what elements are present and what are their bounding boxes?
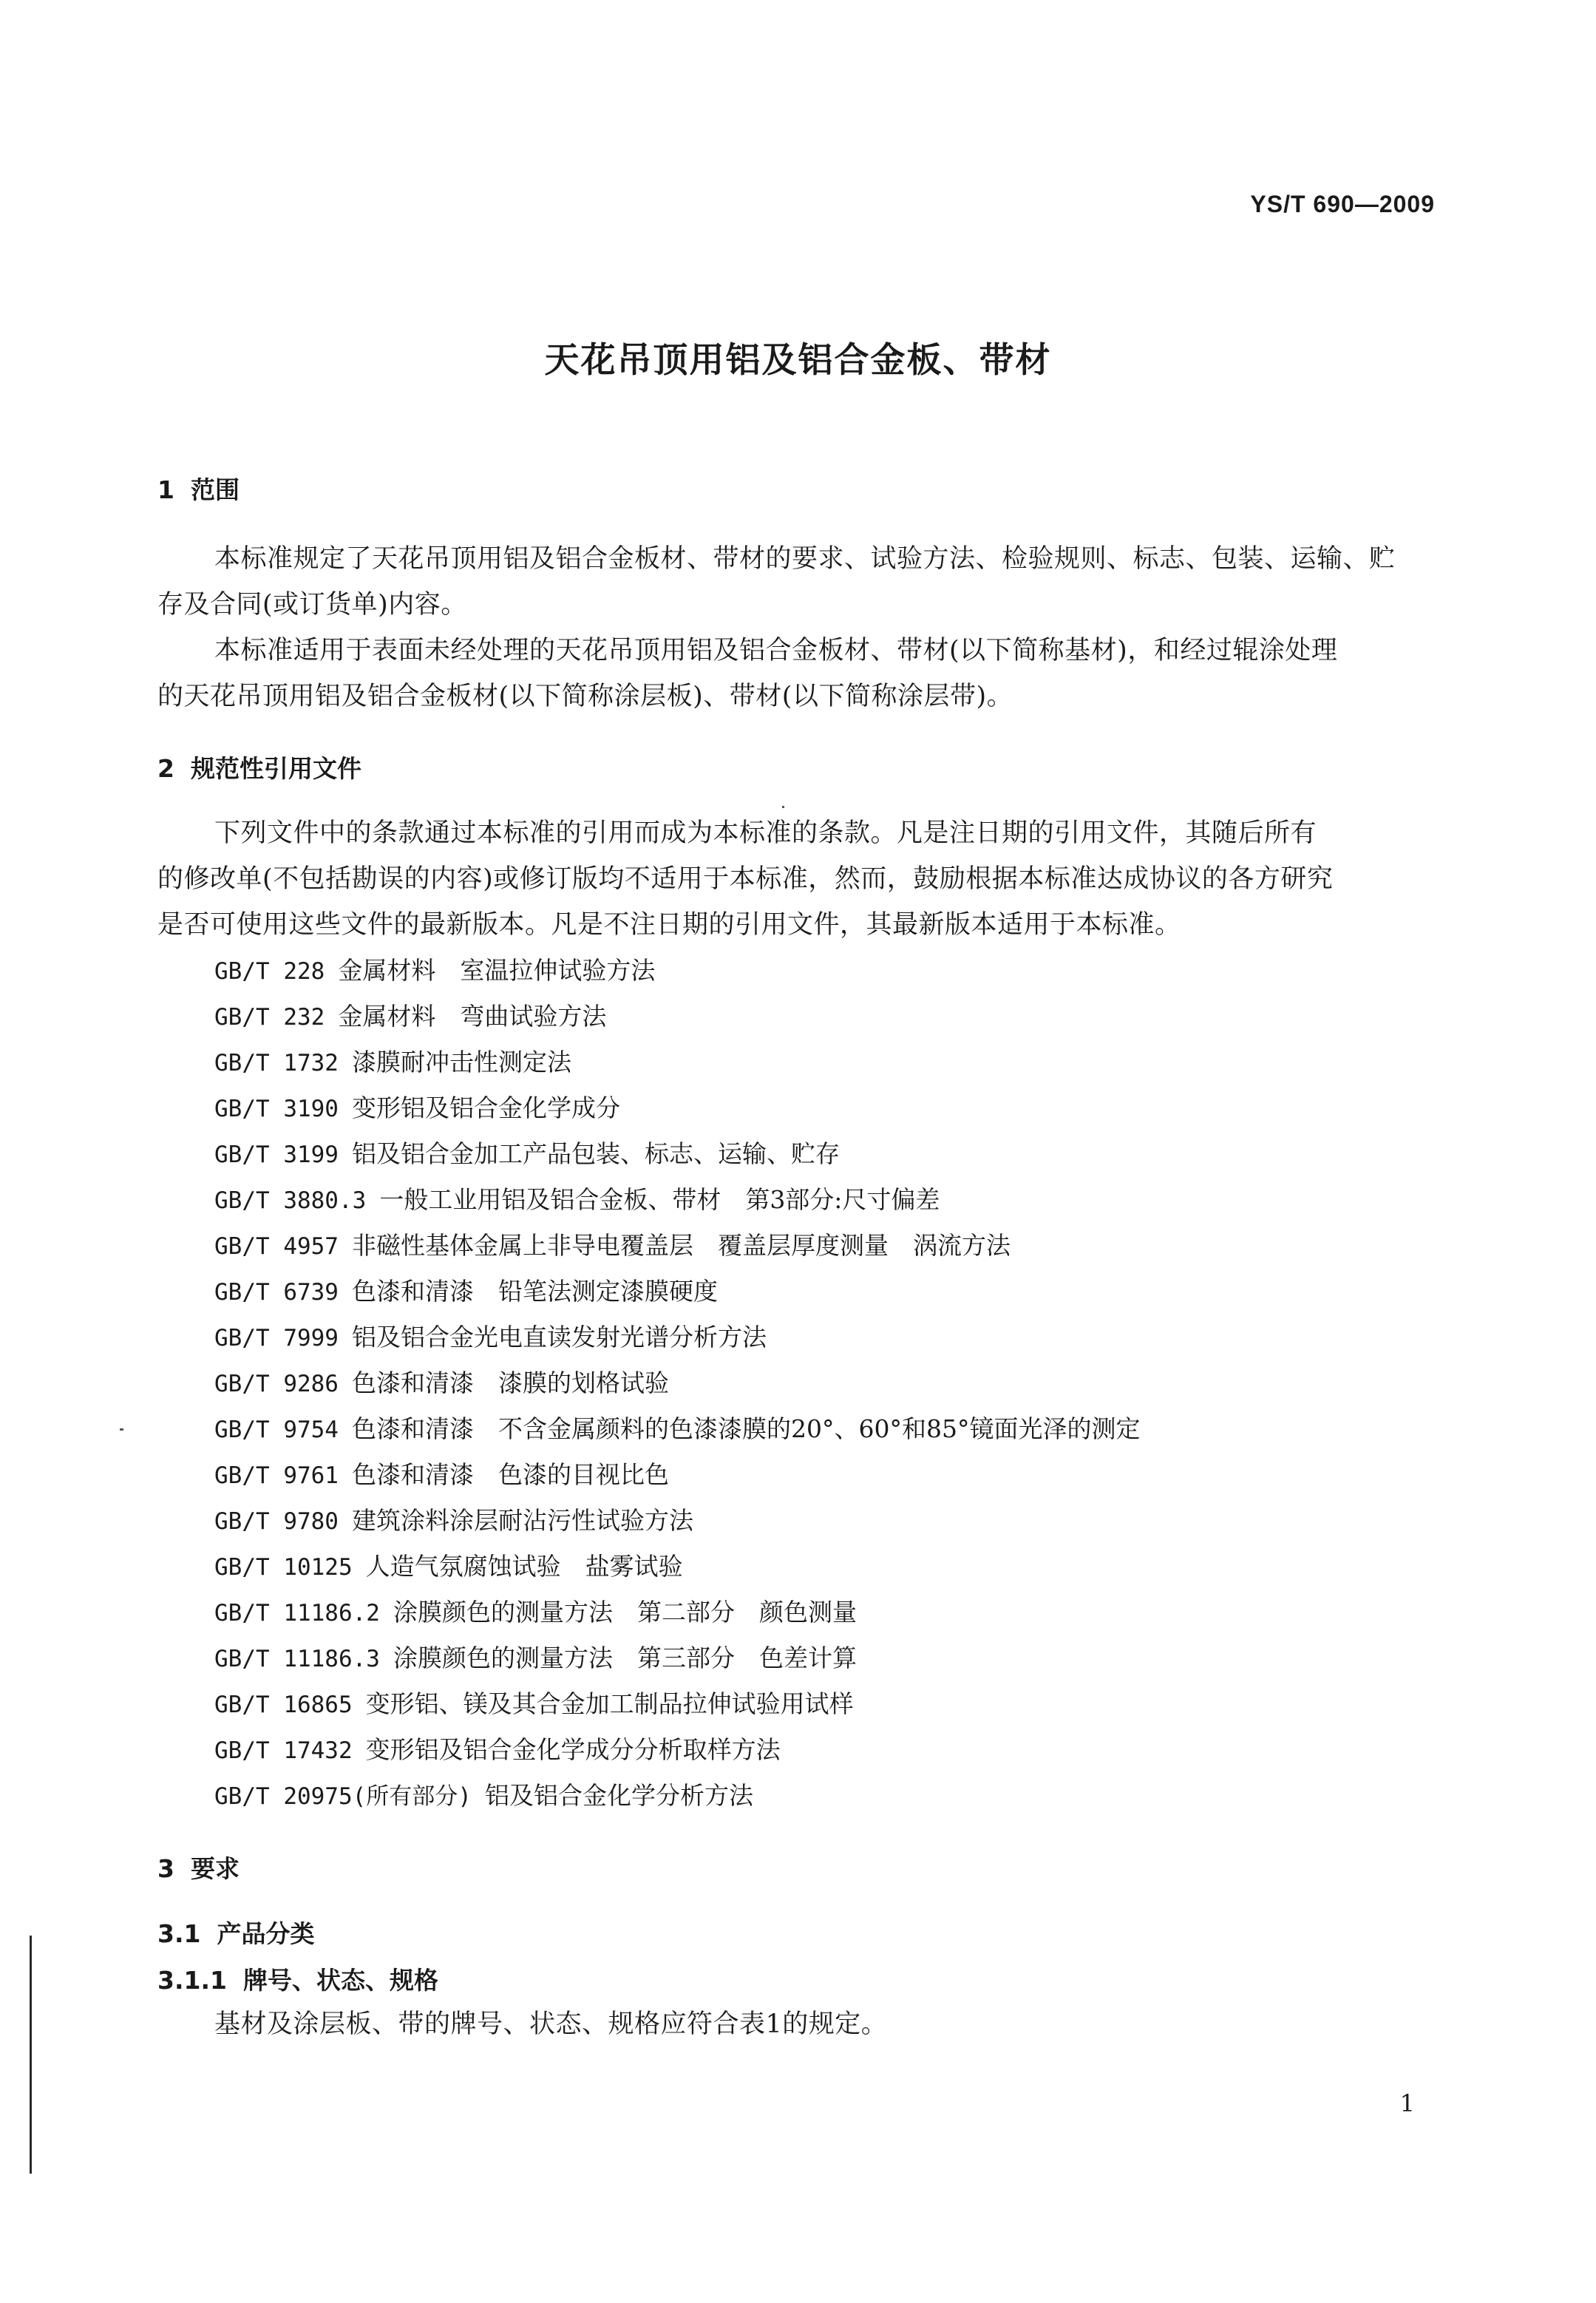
paragraph-line: 存及合同(或订货单)内容。 <box>157 590 467 620</box>
scan-speck <box>120 1428 123 1431</box>
reference-title: 涂膜颜色的测量方法 第二部分 颜色测量 <box>393 1598 857 1627</box>
reference-title: 变形铝、镁及其合金加工制品拉伸试验用试样 <box>365 1689 854 1718</box>
section-title: 要求 <box>190 1854 240 1883</box>
reference-title: 变形铝及铝合金化学成分 <box>351 1093 620 1122</box>
reference-item <box>214 1727 1397 1773</box>
reference-code: GB/T 1732 <box>214 1050 339 1076</box>
reference-title: 一般工业用铝及铝合金板、带材 第3部分:尺寸偏差 <box>379 1185 940 1214</box>
reference-title: 色漆和清漆 色漆的目视比色 <box>351 1460 669 1489</box>
reference-title: 色漆和清漆 漆膜的划格试验 <box>351 1368 669 1397</box>
paragraph-line: 下列文件中的条款通过本标准的引用而成为本标准的条款。凡是注日期的引用文件，其随后所有 <box>214 818 1317 848</box>
reference-item <box>214 1223 1397 1269</box>
reference-title: 变形铝及铝合金化学成分分析取样方法 <box>365 1735 781 1764</box>
reference-item <box>214 1773 1397 1819</box>
reference-item <box>214 1177 1397 1223</box>
reference-title: 涂膜颜色的测量方法 第三部分 色差计算 <box>393 1644 857 1672</box>
reference-list <box>214 948 1397 1819</box>
reference-title: 金属材料 弯曲试验方法 <box>338 1002 607 1031</box>
reference-item <box>214 1544 1397 1590</box>
section-heading-product-classification <box>157 1915 314 1950</box>
reference-item <box>214 1590 1397 1635</box>
reference-item <box>214 1498 1397 1544</box>
section-number: 1 <box>157 475 174 504</box>
reference-title: 色漆和清漆 不含金属颜料的色漆漆膜的20°、60°和85°镜面光泽的测定 <box>351 1414 1141 1443</box>
standard-code: YS/T 690—2009 <box>1250 191 1435 217</box>
reference-code: GB/T 20975(所有部分) <box>214 1783 472 1810</box>
section-heading-normative-references <box>157 750 361 784</box>
reference-code: GB/T 4957 <box>214 1233 339 1260</box>
reference-code: GB/T 3199 <box>214 1142 339 1168</box>
section-title: 牌号、状态、规格 <box>242 1966 438 1995</box>
scan-speck <box>782 806 784 808</box>
reference-item <box>214 1315 1397 1360</box>
paragraph-line: 本标准规定了天花吊顶用铝及铝合金板材、带材的要求、试验方法、检验规则、标志、包装、运输、贮 <box>214 544 1396 574</box>
reference-code: GB/T 7999 <box>214 1325 339 1351</box>
section-number: 3 <box>157 1854 174 1883</box>
reference-item <box>214 1085 1397 1131</box>
reference-item <box>214 1131 1397 1177</box>
section-number: 3.1 <box>157 1919 201 1948</box>
reference-title: 铝及铝合金光电直读发射光谱分析方法 <box>351 1323 767 1351</box>
reference-title: 铝及铝合金加工产品包装、标志、运输、贮存 <box>351 1139 840 1168</box>
reference-item <box>214 1452 1397 1498</box>
reference-item <box>214 948 1397 994</box>
reference-code: GB/T 10125 <box>214 1554 353 1581</box>
paragraph-line: 本标准适用于表面未经处理的天花吊顶用铝及铝合金板材、带材(以下简称基材)，和经过辊涂处理 <box>214 636 1338 665</box>
paragraph-line: 的修改单(不包括勘误的内容)或修订版均不适用于本标准，然而，鼓励根据本标准达成协议的各方研究 <box>157 864 1334 894</box>
section-number: 3.1.1 <box>157 1966 227 1995</box>
reference-code: GB/T 11186.3 <box>214 1646 380 1672</box>
reference-title: 铝及铝合金化学分析方法 <box>484 1781 753 1810</box>
reference-code: GB/T 3190 <box>214 1096 339 1122</box>
reference-code: GB/T 17432 <box>214 1737 353 1764</box>
reference-title: 漆膜耐冲击性测定法 <box>351 1048 571 1076</box>
reference-title: 非磁性基体金属上非导电覆盖层 覆盖层厚度测量 涡流方法 <box>351 1231 1011 1260</box>
reference-code: GB/T 9761 <box>214 1462 339 1489</box>
section-number: 2 <box>157 754 174 783</box>
reference-title: 建筑涂料涂层耐沾污性试验方法 <box>351 1506 693 1535</box>
section-heading-requirements <box>157 1850 240 1885</box>
reference-item <box>214 994 1397 1039</box>
reference-title: 人造气氛腐蚀试验 盐雾试验 <box>365 1552 683 1581</box>
paragraph-line: 的天花吊顶用铝及铝合金板材(以下简称涂层板)、带材(以下简称涂层带)。 <box>157 682 1013 711</box>
reference-item <box>214 1269 1397 1315</box>
reference-code: GB/T 9780 <box>214 1508 339 1535</box>
reference-code: GB/T 228 <box>214 958 325 985</box>
reference-code: GB/T 6739 <box>214 1279 339 1306</box>
section-title: 范围 <box>190 475 240 504</box>
scan-edge-line <box>30 1936 32 2174</box>
reference-title: 色漆和清漆 铅笔法测定漆膜硬度 <box>351 1277 718 1306</box>
reference-code: GB/T 9286 <box>214 1371 339 1397</box>
reference-title: 金属材料 室温拉伸试验方法 <box>338 956 656 985</box>
reference-item <box>214 1635 1397 1681</box>
document-title: 天花吊顶用铝及铝合金板、带材 <box>544 340 1052 381</box>
reference-code: GB/T 9754 <box>214 1417 339 1443</box>
reference-code: GB/T 16865 <box>214 1692 353 1718</box>
section-heading-grade-temper-spec <box>157 1961 438 1996</box>
section-heading-scope <box>157 471 240 506</box>
page-number: 1 <box>1399 2089 1415 2117</box>
paragraph-line: 是否可使用这些文件的最新版本。凡是不注日期的引用文件，其最新版本适用于本标准。 <box>157 910 1181 940</box>
reference-code: GB/T 232 <box>214 1004 325 1031</box>
reference-item <box>214 1360 1397 1406</box>
paragraph-line: 基材及涂层板、带的牌号、状态、规格应符合表1的规定。 <box>214 2009 888 2039</box>
reference-item <box>214 1039 1397 1085</box>
reference-code: GB/T 11186.2 <box>214 1600 380 1627</box>
reference-item <box>214 1681 1397 1727</box>
section-title: 规范性引用文件 <box>190 754 361 783</box>
section-title: 产品分类 <box>217 1919 315 1948</box>
reference-item <box>214 1406 1397 1452</box>
reference-code: GB/T 3880.3 <box>214 1187 367 1214</box>
